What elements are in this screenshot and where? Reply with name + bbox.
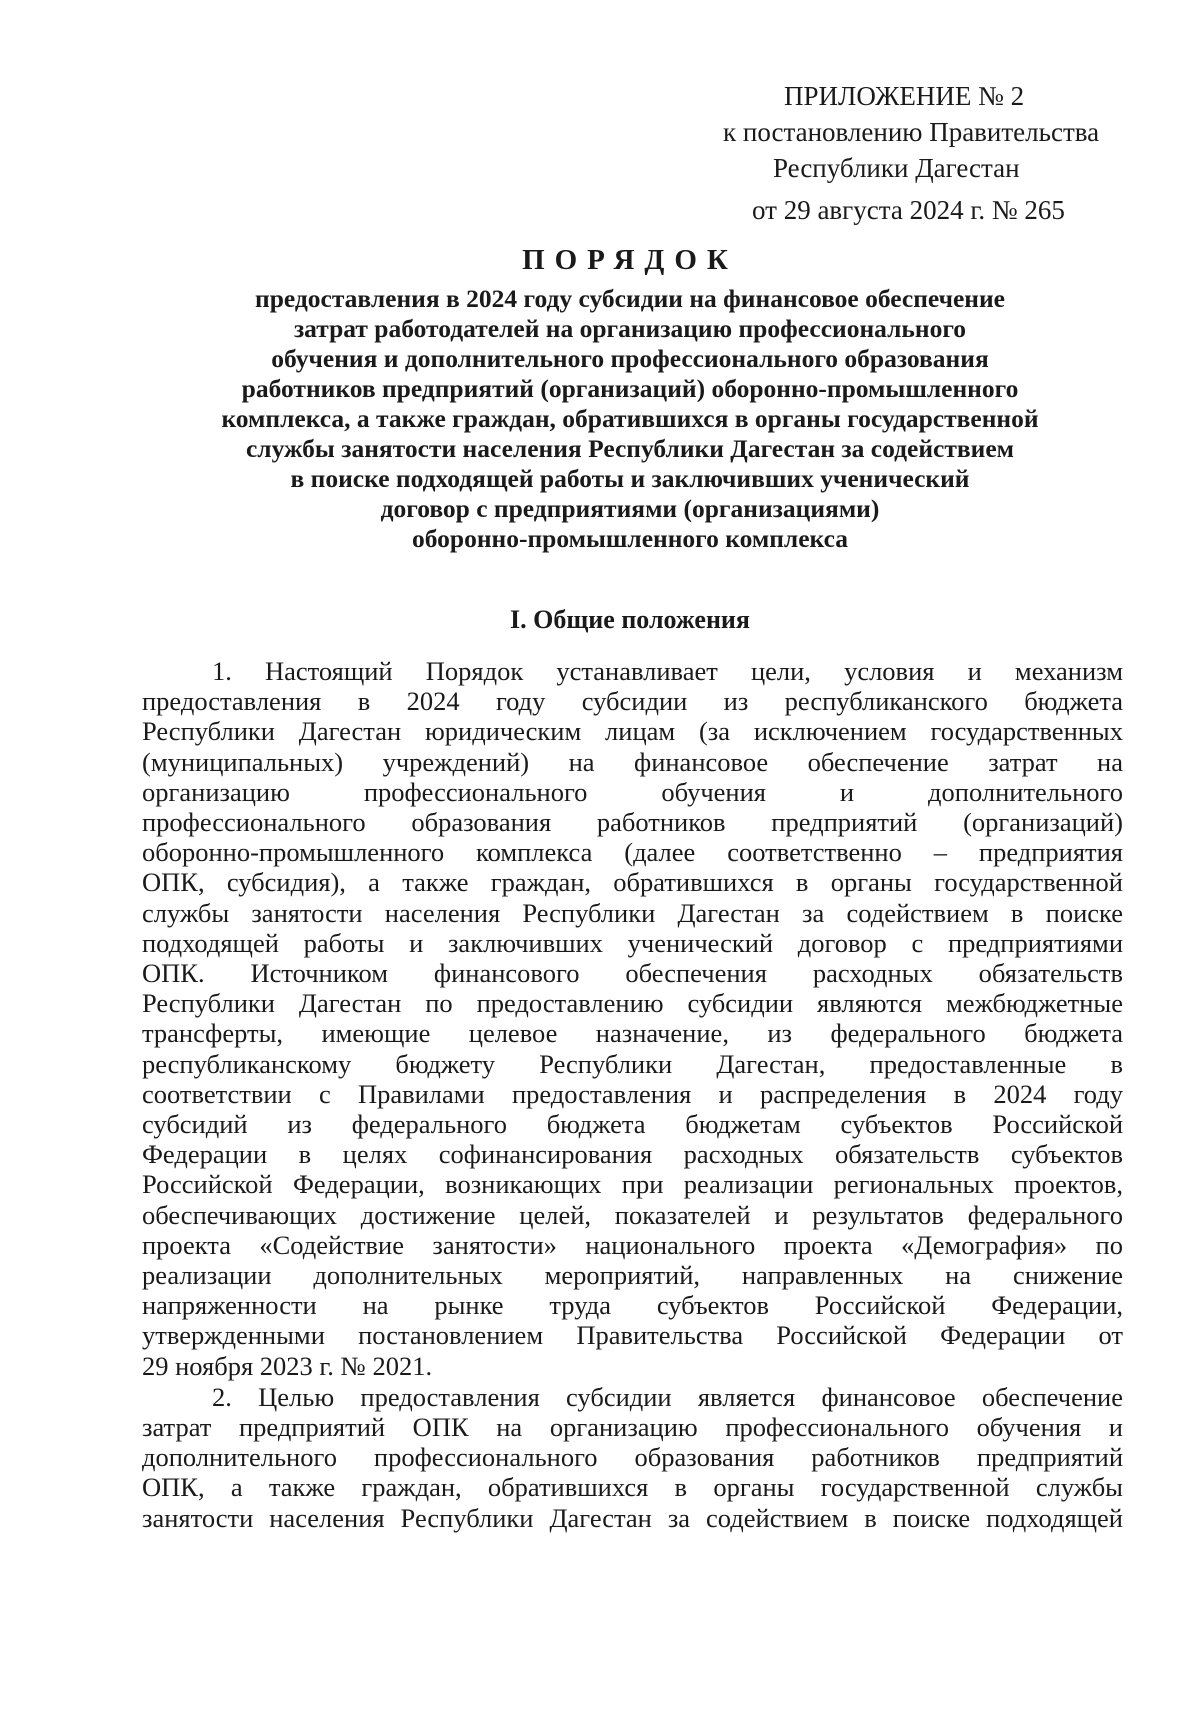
paragraph-line: трансферты, имеющие целевое назначение, из федерального бюджета: [142, 1018, 1123, 1049]
paragraph-line: предоставления в 2024 году субсидии из республиканского бюджета: [142, 686, 1123, 717]
document-body: [142, 656, 1123, 1533]
subtitle-line: оборонно-промышленного комплекса: [412, 524, 848, 553]
paragraph-line: проекта «Содействие занятости» национального проекта «Демография» по: [142, 1229, 1123, 1260]
appendix-header: [700, 78, 1160, 228]
paragraph: [142, 1382, 1123, 1533]
paragraph-line: Федерации в целях софинансирования расходных обязательств субъектов: [142, 1139, 1123, 1170]
paragraph-line: соответствии с Правилами предоставления и распределения в 2024 году: [142, 1078, 1123, 1109]
subtitle-line: комплекса, а также граждан, обратившихся в органы государственной: [221, 404, 1039, 433]
subtitle-line: обучения и дополнительного профессионального образования: [271, 344, 989, 373]
subtitle-line: службы занятости населения Республики Дагестан за содействием: [245, 434, 1015, 463]
paragraph-line: ОПК. Источником финансового обеспечения расходных обязательств: [142, 958, 1123, 989]
paragraph-line: оборонно-промышленного комплекса (далее соответственно – предприятия: [142, 837, 1123, 868]
paragraph-line: 29 ноября 2023 г. № 2021.: [142, 1350, 433, 1381]
paragraph: [142, 656, 1123, 1381]
subtitle-line: в поиске подходящей работы и заключивших ученический: [290, 464, 970, 493]
paragraph-line: (муниципальных) учреждений) на финансовое обеспечение затрат на: [142, 746, 1123, 777]
paragraph-line: ОПК, субсидия), а также граждан, обратившихся в органы государственной: [142, 867, 1123, 898]
paragraph-line: затрат предприятий ОПК на организацию профессионального обучения и: [142, 1412, 1123, 1443]
paragraph-line: подходящей работы и заключивших ученический договор с предприятиями: [142, 927, 1123, 958]
paragraph-line: утвержденными постановлением Правительства Российской Федерации от: [142, 1320, 1123, 1351]
paragraph-line: профессионального образования работников предприятий (организаций): [142, 807, 1123, 838]
paragraph-line: ОПК, а также граждан, обратившихся в органы государственной службы: [142, 1472, 1123, 1503]
paragraph-line: Республики Дагестан по предоставлению субсидии являются межбюджетные: [142, 988, 1123, 1019]
paragraph-line: дополнительного профессионального образования работников предприятий: [142, 1442, 1123, 1473]
appendix-reference: к постановлению Правительства: [723, 117, 1100, 147]
document-title-block: [140, 242, 1120, 554]
paragraph-line: субсидий из федерального бюджета бюджетам субъектов Российской: [142, 1109, 1123, 1140]
paragraph-line: республиканскому бюджету Республики Дагестан, предоставленные в: [142, 1048, 1123, 1079]
subtitle-line: договор с предприятиями (организациями): [380, 494, 880, 523]
paragraph-line: занятости населения Республики Дагестан за содействием в поиске подходящей: [142, 1502, 1123, 1533]
paragraph-line: организацию профессионального обучения и дополнительного: [142, 776, 1123, 807]
appendix-date: от 29 августа 2024 г. № 265: [752, 195, 1065, 225]
paragraph-line: 2. Целью предоставления субсидии является финансовое обеспечение: [212, 1381, 1123, 1412]
paragraph-line: 1. Настоящий Порядок устанавливает цели, условия и механизм: [212, 656, 1123, 686]
appendix-region: Республики Дагестан: [773, 153, 1020, 183]
paragraph-line: Российской Федерации, возникающих при реализации региональных проектов,: [142, 1169, 1123, 1200]
section-heading: I. Общие положения: [510, 605, 750, 634]
subtitle-line: затрат работодателей на организацию профессионального: [293, 314, 967, 343]
paragraph-line: реализации дополнительных мероприятий, направленных на снижение: [142, 1260, 1123, 1291]
paragraph-line: обеспечивающих достижение целей, показателей и результатов федерального: [142, 1199, 1123, 1230]
subtitle-line: предоставления в 2024 году субсидии на финансовое обеспечение: [255, 284, 1005, 313]
document-title: ПОРЯДОК: [522, 244, 738, 276]
subtitle-line: работников предприятий (организаций) оборонно-промышленного: [241, 374, 1019, 403]
paragraph-line: службы занятости населения Республики Дагестан за содействием в поиске: [142, 897, 1123, 928]
document-subtitle: [140, 284, 1120, 554]
paragraph-line: напряженности на рынке труда субъектов Российской Федерации,: [142, 1290, 1123, 1321]
appendix-number: ПРИЛОЖЕНИЕ № 2: [784, 81, 1025, 111]
paragraph-line: Республики Дагестан юридическим лицам (за исключением государственных: [142, 716, 1123, 747]
